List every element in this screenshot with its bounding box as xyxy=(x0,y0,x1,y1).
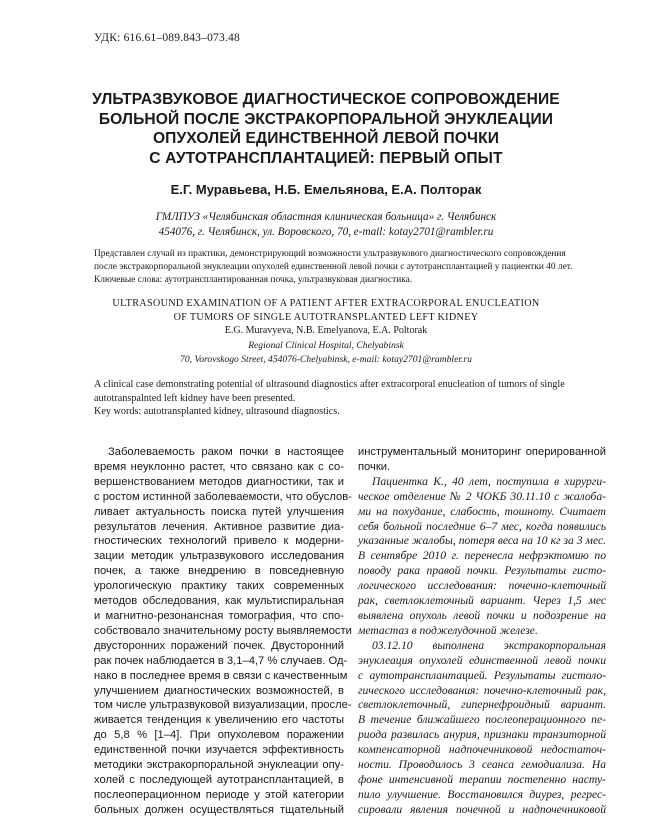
body-line: метастаз в поджелудочной железе. xyxy=(358,623,538,637)
body-line: компенсаторной надпочечниковой недостаточ- xyxy=(358,743,606,757)
body-line: результатов лечения. Активное развитие диа- xyxy=(94,520,344,533)
title-line: ОПУХОЛЕЙ ЕДИНСТВЕННОЙ ЛЕВОЙ ПОЧКИ xyxy=(152,130,500,147)
abstract-ru-line: Представлен случай из практики, демонстрирующий возможности ультразвукового диагностического сопровождения xyxy=(94,249,566,259)
body-line: больных должен осуществляться тщательный xyxy=(94,803,344,816)
body-line: энуклеация опухолей единственной левой почки xyxy=(358,653,606,667)
body-line: поводу рака правой почки. Результаты гисто- xyxy=(358,564,606,578)
body-line: себя больной последние 6–7 мес, когда появились xyxy=(358,519,606,533)
en-title-line: OF TUMORS OF SINGLE AUTOTRANSPLANTED LEFT KIDNEY xyxy=(173,311,479,323)
body-line: 03.12.10 выполнена экстракорпоральная xyxy=(372,638,606,652)
body-line: Пациентка К., 40 лет, поступила в хирурги- xyxy=(372,474,606,488)
body-line: методики экстракорпоральной энуклеации опу- xyxy=(94,759,344,772)
abstract-ru xyxy=(94,248,604,288)
affiliation-line: ГМЛПУЗ «Челябинская областная клиническая больница» г. Челябинск xyxy=(155,211,497,223)
body-line: вершенствованием методов диагностики, так и xyxy=(94,475,344,488)
body-line: В сентябре 2010 г. перенесла нефрэктомию по xyxy=(358,549,606,563)
body-line: гического исследования: почечно-клеточный рак, xyxy=(358,683,606,697)
body-line: В течение ближайшего послеоперационного пе- xyxy=(358,713,606,727)
body-line: рак, светлоклеточный вариант. Через 1,5 мес xyxy=(358,594,606,608)
right-column xyxy=(358,445,606,818)
body-line: зации методик ультразвукового исследования xyxy=(94,550,344,563)
body-line: том числе ультразвуковой визуализации, просле- xyxy=(94,699,352,712)
body-line: собствовало значительному росту выявляемости xyxy=(94,624,352,637)
body-line: улучшением диагностических возможностей, в xyxy=(94,684,344,697)
body-line: почки. xyxy=(358,460,391,473)
body-line: двусторонних поражений почек. Двусторонний xyxy=(94,639,344,652)
body-line: ми на похудание, слабость, тошноту. Считает xyxy=(358,504,606,518)
en-affiliation-line: 70, Vorovskogo Street, 454076-Chelyabinsk, e-mail: kotay2701@rambler.ru xyxy=(180,353,472,365)
en-affiliation-line: Regional Clinical Hospital, Chelyabinsk xyxy=(248,340,404,351)
body-line: живается тенденция к увеличению его частоты xyxy=(94,714,344,727)
body-line: Заболеваемость раком почки в настоящее xyxy=(108,446,344,458)
title-line: УЛЬТРАЗВУКОВОЕ ДИАГНОСТИЧЕСКОЕ СОПРОВОЖДЕНИЕ xyxy=(92,91,560,108)
keywords-en: Key words: autotransplanted kidney, ultrasound diagnostics. xyxy=(94,406,340,417)
body-line: пило улучшение. Восстановился диурез, регрес- xyxy=(358,787,606,801)
body-line: почек, а также внедрению в повседневную xyxy=(94,565,344,578)
body-line: холей с последующей аутотрансплантацией, в xyxy=(94,773,344,786)
body-line: светлоклеточный, гипернефроидный вариант. xyxy=(358,698,606,712)
abstract-en xyxy=(94,378,604,419)
abstract-en-line: A clinical case demonstrating potential of ultrasound diagnostics after extracorporal enucleation of tumors of single xyxy=(94,379,565,390)
en-title-line: ULTRASOUND EXAMINATION OF A PATIENT AFTER EXTRACORPORAL ENUCLEATION xyxy=(112,298,540,309)
udk-code: УДК: 616.61–089.843–073.48 xyxy=(94,32,240,44)
body-line: до 5,8 % [1–4]. При опухолевом поражении xyxy=(94,729,344,742)
body-line: рак почек наблюдается в 3,1–4,7 % случаев. Од- xyxy=(94,654,348,667)
body-line: послеоперационном периоде у этой категории xyxy=(94,788,344,801)
body-line: единственной почки изучается эффективность xyxy=(94,744,344,757)
body-line: ности. Проводилось 3 сеанса гемодиализа. На xyxy=(358,758,606,772)
body-line: нако в последнее время в связи с качественным xyxy=(94,669,348,682)
article-title xyxy=(70,90,582,168)
authors: Е.Г. Муравьева, Н.Б. Емельянова, Е.А. Полторак xyxy=(170,182,482,197)
body-line: и магнитно-резонансная томография, что спо- xyxy=(94,609,344,622)
body-line: указанные жалобы, потеря веса на 10 кг за 3 мес. xyxy=(358,534,606,548)
title-line: БОЛЬНОЙ ПОСЛЕ ЭКСТРАКОРПОРАЛЬНОЙ ЭНУКЛЕАЦИИ xyxy=(98,110,554,128)
body-line: с аутотрансплантацией. Результаты гистоло- xyxy=(358,668,606,682)
left-column xyxy=(94,445,352,818)
body-line: инструментальный мониторинг оперированной xyxy=(358,446,606,458)
affiliation xyxy=(70,210,582,239)
english-authors: E.G. Muravyeva, N.B. Emelyanova, E.A. Poltorak xyxy=(224,325,428,336)
body-line: выявлена опухоль левой почки и подозрение на xyxy=(358,608,606,622)
body-line: риода развилась анурия, признаки транзиторной xyxy=(358,728,606,742)
body-line: с ростом истинной заболеваемости, что обуслов- xyxy=(94,490,352,503)
body-line: ческое отделение № 2 ЧОКБ 30.11.10 с жалоба- xyxy=(358,489,606,503)
english-affiliation xyxy=(70,339,582,366)
body-line: ливает актуальность поиска путей улучшения xyxy=(94,505,344,518)
abstract-en-line: autotranspalnted left kidney have been presented. xyxy=(94,392,296,404)
title-line: С АУТОТРАНСПЛАНТАЦИЕЙ: ПЕРВЫЙ ОПЫТ xyxy=(149,149,503,167)
english-title xyxy=(70,297,582,324)
body-line: гностических технологий привело к модерни- xyxy=(94,535,344,548)
body-line: время неуклонно растет, что связано как с со- xyxy=(94,460,344,473)
abstract-ru-line: после экстракорпоральной энуклеации опухолей единственной левой почки с аутотрансплантацией у пациентки 40 лет. xyxy=(94,262,573,273)
affiliation-line: 454076, г. Челябинск, ул. Воровского, 70, e-mail: kotay2701@rambler.ru xyxy=(158,225,494,238)
body-line: сировали явления почечной и надпочечниковой xyxy=(358,802,606,816)
keywords-ru: Ключевые слова: аутотрансплантированная почка, ультразвуковая диагностика. xyxy=(94,275,413,286)
body-line: фоне интенсивной терапии постепенно насту- xyxy=(358,772,606,786)
body-line: логического исследования: почечно-клеточный xyxy=(358,579,606,593)
body-line: методов обследования, как мультиспиральная xyxy=(94,595,344,608)
body-line: урологическую практику таких современных xyxy=(94,580,344,593)
